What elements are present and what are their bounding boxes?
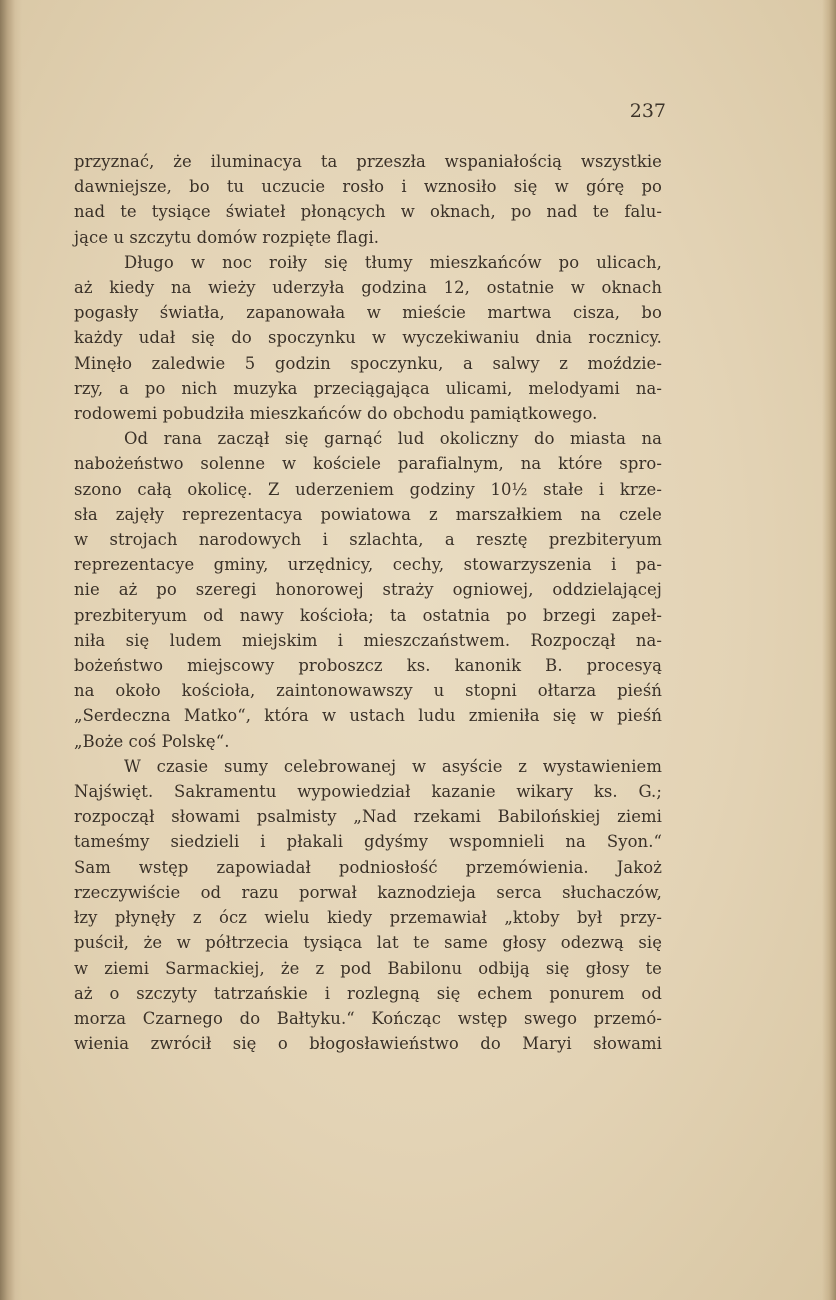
text-line: na około kościoła, zaintonowawszy u stopni ołtarza pieśń <box>74 681 662 701</box>
binding-shadow <box>0 0 22 1300</box>
text-line: reprezentacye gminy, urzędnicy, cechy, stowarzyszenia i pa- <box>74 555 662 575</box>
text-line: Długo w noc roiły się tłumy mieszkańców po ulicach, <box>124 252 662 272</box>
text-line: nie aż po szeregi honorowej straży ogniowej, oddzielającej <box>74 580 662 600</box>
text-line: W czasie sumy celebrowanej w asyście z wystawieniem <box>124 756 662 776</box>
text-line: aż o szczyty tatrzańskie i rozlegną się echem ponurem od <box>74 983 662 1003</box>
text-line: Od rana zaczął się garnąć lud okoliczny do miasta na <box>124 429 662 449</box>
text-line: niła się ludem miejskim i mieszczaństwem. Rozpoczął na- <box>74 630 662 650</box>
text-line: szono całą okolicę. Z uderzeniem godziny 10½ stałe i krze- <box>74 479 662 499</box>
text-line: dawniejsze, bo tu uczucie rosło i wznosiło się w górę po <box>74 177 662 197</box>
text-line: tameśmy siedzieli i płakali gdyśmy wspomnieli na Syon.“ <box>74 832 662 852</box>
text-line: sła zajęły reprezentacya powiatowa z marszałkiem na czele <box>74 504 662 524</box>
text-line: pogasły światła, zapanowała w mieście martwa cisza, bo <box>74 303 662 323</box>
text-line: aż kiedy na wieży uderzyła godzina 12, ostatnie w oknach <box>74 278 662 298</box>
page-number: 237 <box>629 100 666 122</box>
text-line: rodowemi pobudziła mieszkańców do obchodu pamiątkowego. <box>74 404 598 424</box>
text-line: prezbiteryum od nawy kościoła; ta ostatnia po brzegi zapeł- <box>74 605 662 625</box>
text-line: w strojach narodowych i szlachta, a resztę prezbiteryum <box>74 530 662 550</box>
text-line: Najświęt. Sakramentu wypowiedział kazanie wikary ks. G.; <box>74 782 662 802</box>
text-line: przyznać, że iluminacya ta przeszła wspaniałością wszystkie <box>74 152 662 171</box>
text-line: bożeństwo miejscowy proboszcz ks. kanonik B. procesyą <box>74 656 662 676</box>
text-line: Sam wstęp zapowiadał podniosłość przemówienia. Jakoż <box>74 857 662 877</box>
text-line: nad te tysiące świateł płonących w oknach, po nad te falu- <box>74 202 662 222</box>
body-text <box>74 149 662 1056</box>
text-line: w ziemi Sarmackiej, że z pod Babilonu odbiją się głosy te <box>74 958 662 978</box>
text-line: łzy płynęły z ócz wielu kiedy przemawiał „ktoby był przy- <box>74 908 662 928</box>
text-line: każdy udał się do spoczynku w wyczekiwaniu dnia rocznicy. <box>74 328 662 348</box>
text-line: „Boże coś Polskę“. <box>74 731 230 751</box>
text-line: rzeczywiście od razu porwał kaznodzieja serca słuchaczów, <box>74 882 662 902</box>
text-line: „Serdeczna Matko“, która w ustach ludu zmieniła się w pieśń <box>74 706 662 726</box>
page-edge-shadow <box>822 0 836 1300</box>
text-line: jące u szczytu domów rozpięte flagi. <box>74 227 380 247</box>
text-line: rozpoczął słowami psalmisty „Nad rzekami Babilońskiej ziemi <box>74 807 662 827</box>
text-line: morza Czarnego do Bałtyku.“ Kończąc wstęp swego przemó- <box>74 1008 662 1028</box>
text-line: wienia zwrócił się o błogosławieństwo do Maryi słowami <box>74 1034 662 1054</box>
text-line: Minęło zaledwie 5 godzin spoczynku, a salwy z moździe- <box>74 353 662 373</box>
text-line: rzy, a po nich muzyka przeciągająca ulicami, melodyami na- <box>74 378 662 398</box>
text-line: puścił, że w półtrzecia tysiąca lat te same głosy odezwą się <box>74 933 662 953</box>
text-line: nabożeństwo solenne w kościele parafialnym, na które spro- <box>74 454 662 474</box>
